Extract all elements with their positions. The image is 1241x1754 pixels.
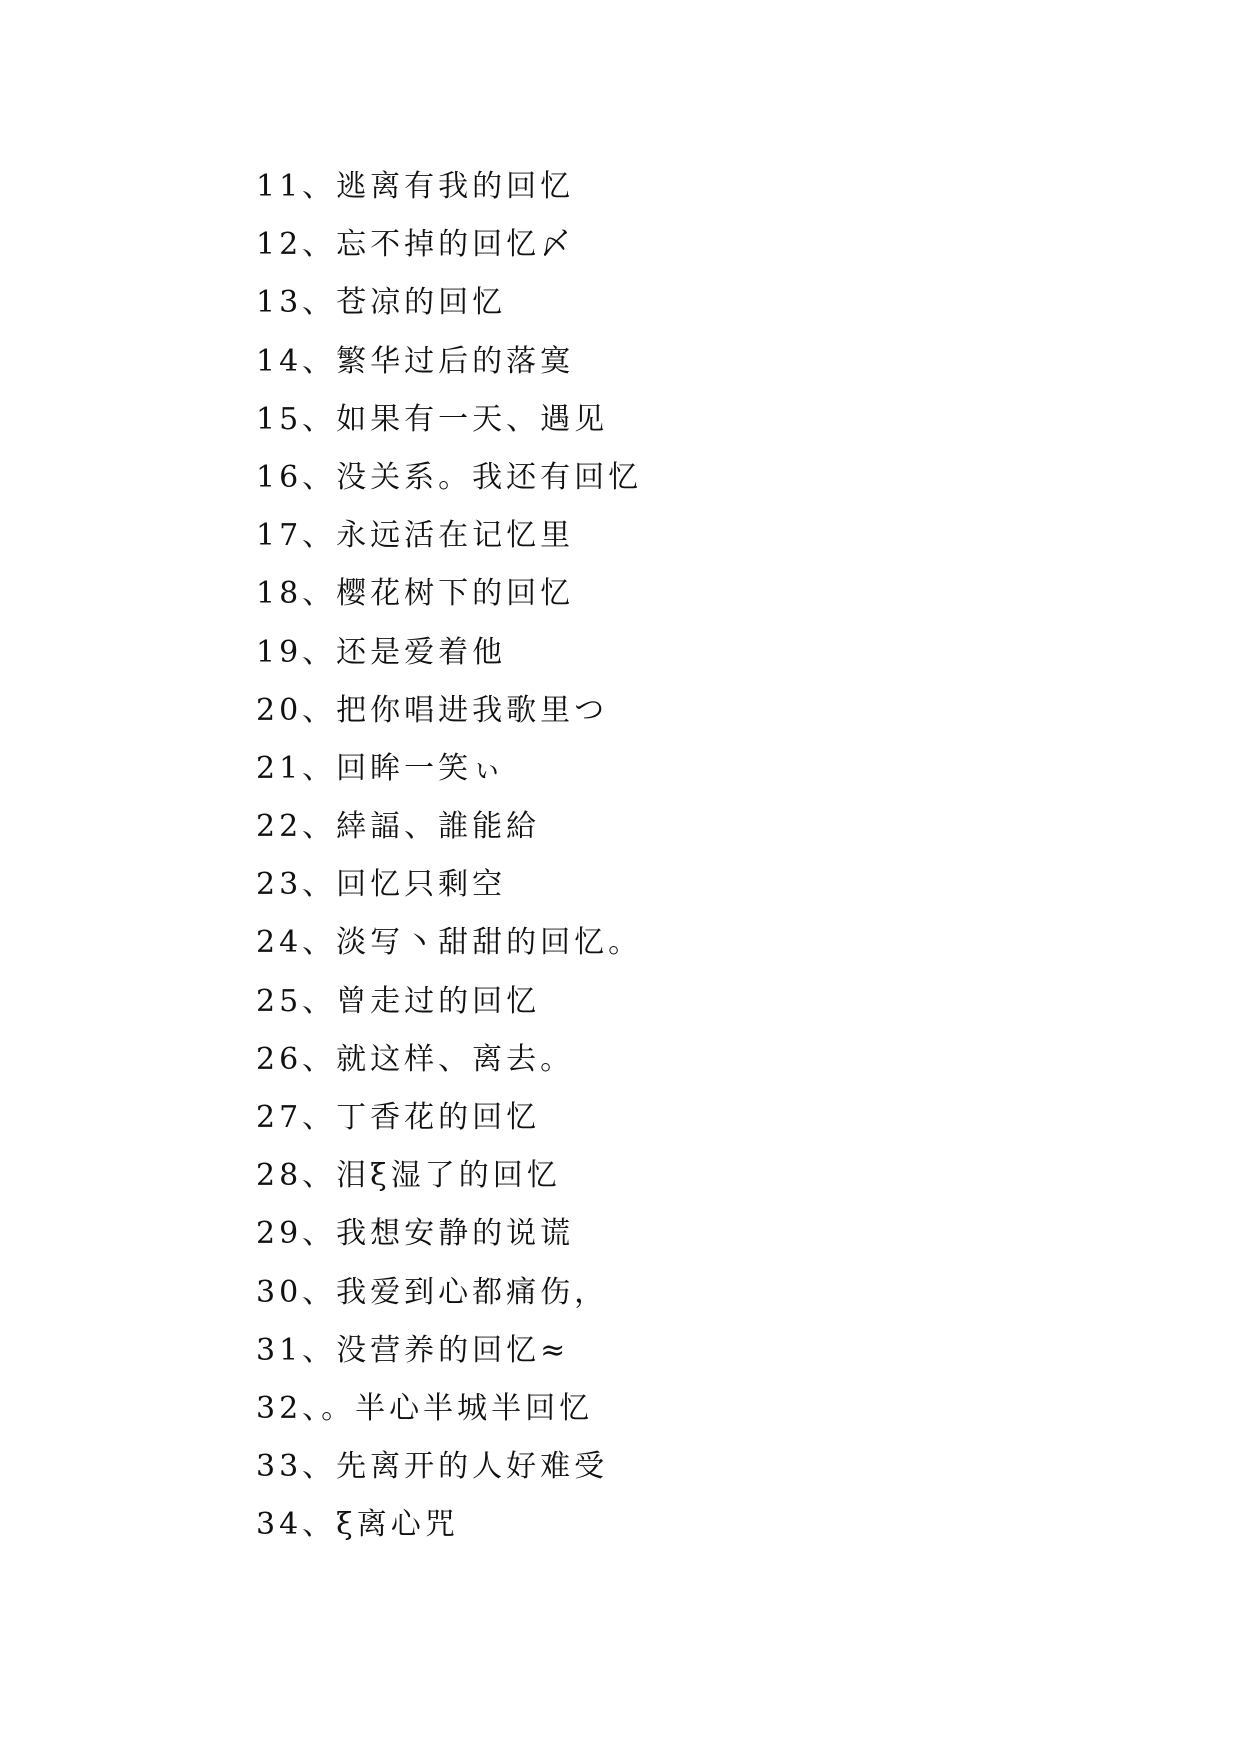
list-item: 26、就这样、离去。 [256, 1041, 575, 1077]
list-item: 17、永远活在记忆里 [256, 518, 575, 554]
list-item: 22、緈諨、誰能給 [256, 809, 541, 845]
list-item: 13、苍凉的回忆 [256, 285, 507, 321]
list-item: 34、ξ离心咒 [256, 1507, 459, 1543]
list-item: 23、回忆只剩空 [256, 867, 507, 903]
list-item: 16、没关系。我还有回忆 [256, 459, 643, 495]
list-item: 18、樱花树下的回忆 [256, 576, 575, 612]
list-item: 15、如果有一天、遇见 [256, 401, 609, 437]
title-list [256, 158, 642, 1555]
list-item: 30、我爱到心都痛伤， [256, 1274, 609, 1310]
list-item: 14、繁华过后的落寞 [256, 343, 575, 379]
list-item: 33、先离开的人好难受 [256, 1449, 609, 1485]
list-item: 20、把你唱进我歌里つ [256, 692, 609, 728]
list-item: 32、。半心半城半回忆 [256, 1390, 594, 1426]
list-item: 28、泪ξ湿了的回忆 [256, 1158, 561, 1194]
list-item: 29、我想安静的说谎 [256, 1216, 575, 1252]
list-item: 12、忘不掉的回忆〆 [256, 227, 575, 263]
list-item: 27、丁香花的回忆 [256, 1100, 541, 1135]
list-item: 19、还是爱着他 [256, 634, 507, 670]
list-item: 25、曾走过的回忆 [256, 983, 541, 1019]
list-item: 11、逃离有我的回忆 [256, 169, 575, 204]
list-item: 21、回眸一笑ぃ [256, 750, 507, 786]
list-item: 24、淡写丶甜甜的回忆。 [256, 925, 643, 961]
list-item: 31、没营养的回忆≈ [256, 1332, 570, 1368]
